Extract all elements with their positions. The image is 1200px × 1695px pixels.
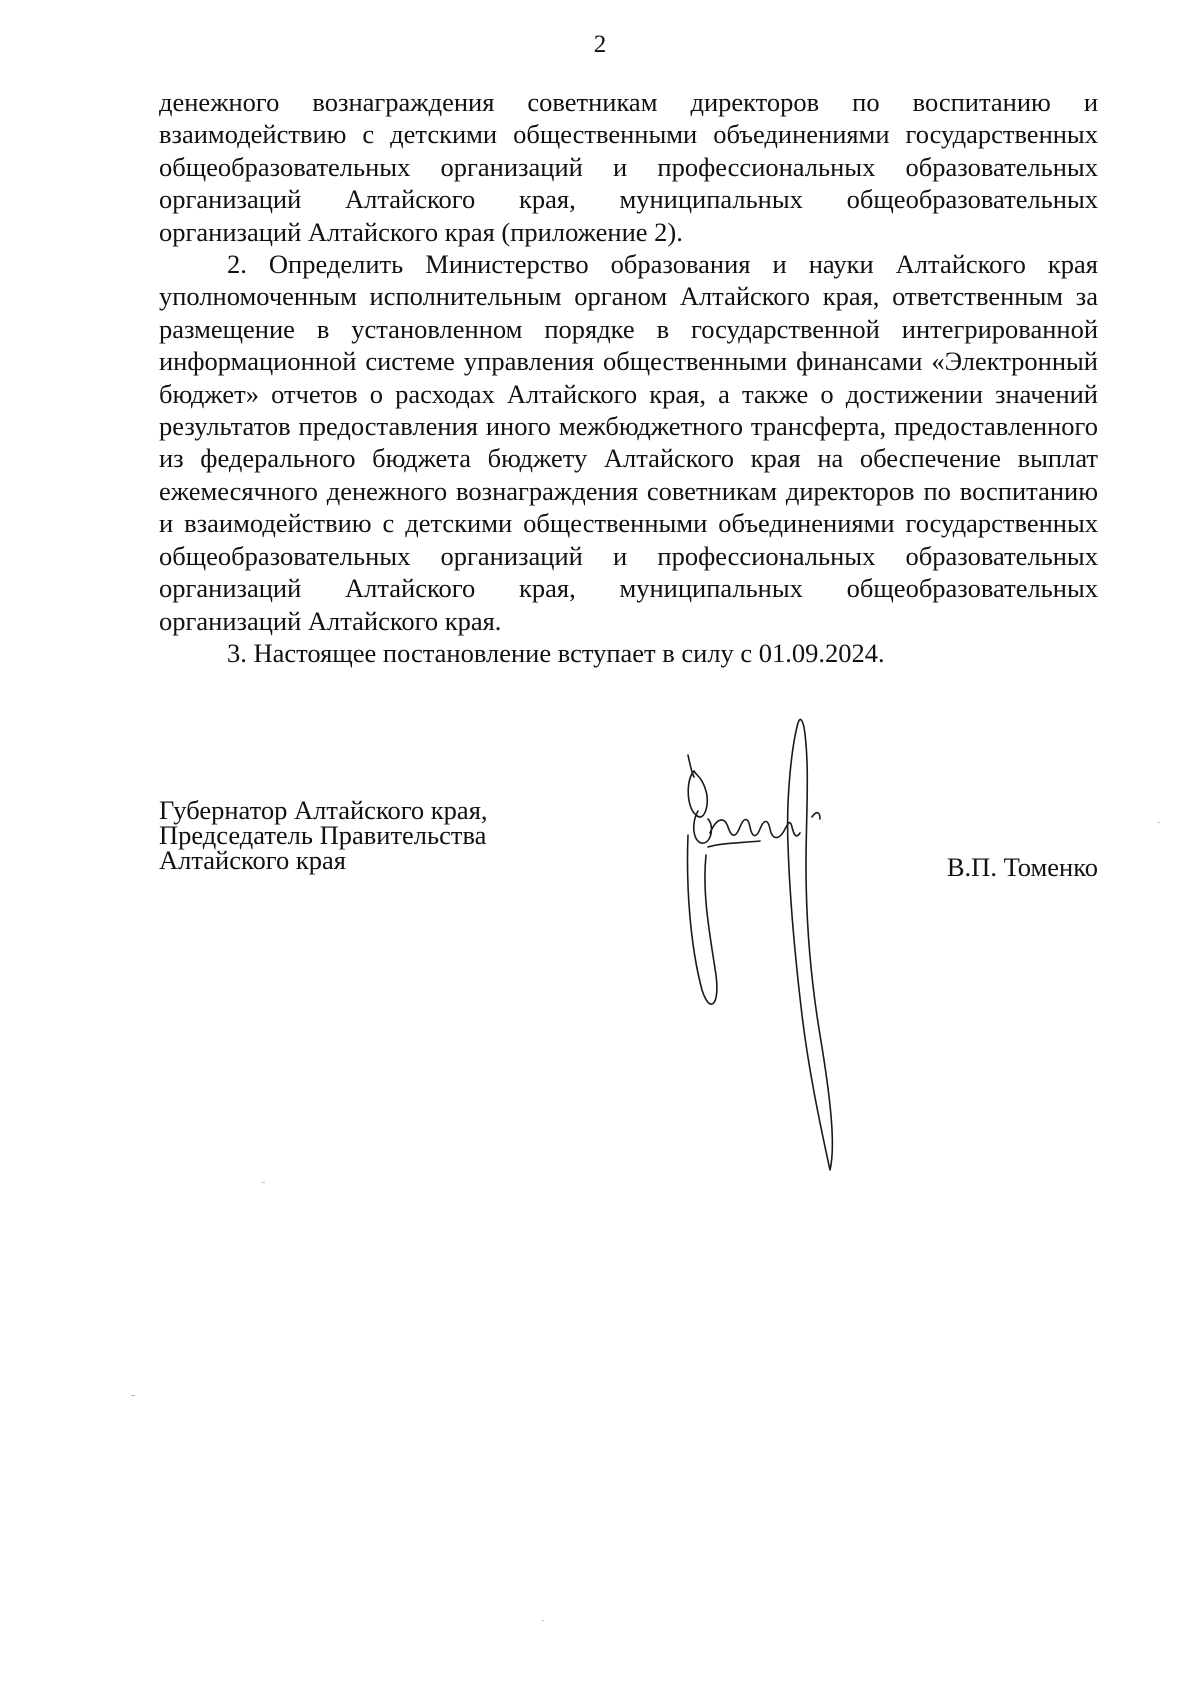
scan-speck (131, 1395, 135, 1396)
handwritten-signature (680, 715, 860, 1185)
page-number: 2 (593, 31, 607, 58)
signatory-title-line: Алтайского края (159, 845, 346, 875)
document-body (159, 86, 1098, 669)
paragraph-continuation: денежного вознаграждения советникам директоров по воспитанию и взаимодействию с детскими общественными объединениями государственных общеобразовательных организаций и профессиональных образовательных организаций Алтайского края, муниципальных общеобразовательных организаций Алтайского края (приложение 2). (159, 87, 1098, 247)
signatory-title (159, 795, 488, 875)
paragraph-3: 3. Настоящее постановление вступает в силу с 01.09.2024. (227, 637, 885, 668)
signatory-title-line: Председатель Правительства (159, 820, 487, 850)
scan-speck (1158, 822, 1160, 823)
scan-speck (262, 1182, 265, 1183)
scan-speck (542, 1620, 544, 1621)
paragraph-2: 2. Определить Министерство образования и науки Алтайского края уполномоченным исполнительным органом Алтайского края, ответственным за размещение в установленном порядке в государственной интегрированной информационной системе управления общественными финансами «Электронный бюджет» отчетов о расходах Алтайского края, а также о достижении значений результатов предоставления иного межбюджетного трансферта, предоставленного из федерального бюджета бюджету Алтайского края на обеспечение выплат ежемесячного денежного вознаграждения советникам директоров по воспитанию и взаимодействию с детскими общественными объединениями государственных общеобразовательных организаций и профессиональных образовательных организаций Алтайского края, муниципальных общеобразовательных организаций Алтайского края. (159, 249, 1098, 636)
signatory-name: В.П. Томенко (946, 852, 1098, 882)
signatory-title-line: Губернатор Алтайского края, (159, 795, 488, 825)
